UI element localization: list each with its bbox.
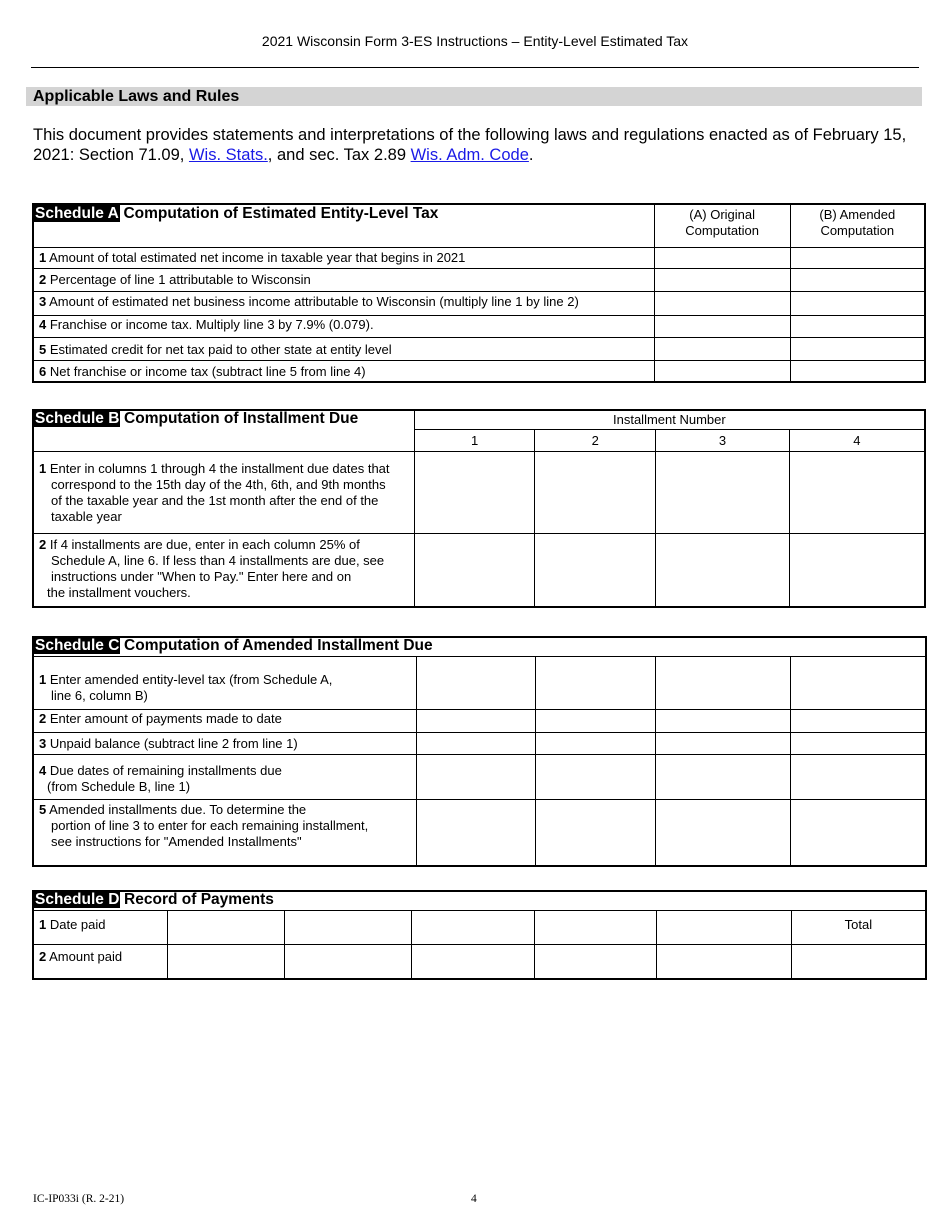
line-4-amended-field[interactable] [790,315,925,337]
line-label: Enter amount of payments made to date [49,710,282,726]
line-number: 4 [39,316,47,332]
due-date-field-2[interactable] [536,754,656,799]
line-4-original-field[interactable] [654,315,790,337]
line-number: 2 [39,271,47,287]
due-date-field-3[interactable] [656,754,791,799]
schedule-c-title-cell [33,637,926,656]
intro-paragraph [33,125,918,165]
line-label: Amount of total estimated net income in taxable year that begins in 2021 [49,249,466,265]
line-label: Date paid [49,916,106,932]
line-text: correspond to the 15th day of the 4th, 6th, and 9th months [51,476,386,492]
line-label: Franchise or income tax. Multiply line 3 by 7.9% (0.079). [49,316,374,332]
payments-made-field-3[interactable] [656,709,791,732]
line-5-original-field[interactable] [654,337,790,360]
line-text: Enter amended entity-level tax (from Schedule A, [49,671,333,687]
line-number: 2 [39,948,47,964]
schedule-b-line-1-label [33,451,414,533]
line-number: 1 [39,249,47,265]
schedule-a-title: Computation of Estimated Entity-Level Tax [123,205,439,222]
table-row [33,315,925,337]
unpaid-balance-field-4[interactable] [790,732,926,754]
line-1-original-field[interactable] [654,247,790,268]
schedule-c-table [32,636,927,867]
line-number: 1 [39,671,47,687]
line-text: see instructions for "Amended Installments" [51,833,302,849]
line-3-amended-field[interactable] [790,291,925,315]
amount-paid-total-field[interactable] [791,944,926,979]
line-number: 2 [39,536,47,552]
installment-column-4: 4 [789,429,925,451]
table-row [33,360,925,382]
table-row [33,656,926,709]
schedule-b-title-cell [33,410,414,451]
line-5-amended-field[interactable] [790,337,925,360]
amount-paid-field-4[interactable] [535,944,657,979]
unpaid-balance-field-2[interactable] [536,732,656,754]
line-2-original-field[interactable] [654,268,790,291]
line-text: portion of line 3 to enter for each remaining installment, [51,817,369,833]
table-row [33,799,926,866]
schedule-d-table [32,890,927,980]
line-number: 3 [39,293,47,309]
line-text: of the taxable year and the 1st month after the end of the [51,492,379,508]
line-6-amended-field[interactable] [790,360,925,382]
intro-text: . [528,146,534,164]
column-b-header: (B) Amended Computation [790,204,925,247]
amount-paid-field-5[interactable] [657,944,792,979]
schedule-c-title: Computation of Amended Installment Due [124,637,433,654]
table-row [33,910,926,944]
amended-installment-field-3[interactable] [656,799,791,866]
schedule-a-title-cell [33,204,654,247]
schedule-d-title: Record of Payments [124,891,274,908]
table-row [33,337,925,360]
amended-tax-field-4[interactable] [790,656,926,709]
document-header: 2021 Wisconsin Form 3-ES Instructions – Entity-Level Estimated Tax [261,33,689,49]
due-date-field-4[interactable] [790,754,926,799]
line-text: line 6, column B) [51,687,148,703]
amount-paid-field-2[interactable] [284,944,411,979]
schedule-b-title: Computation of Installment Due [124,410,359,427]
due-date-field-3[interactable] [656,451,790,533]
line-text: Amended installments due. To determine the [49,801,307,817]
table-row [33,754,926,799]
table-row [33,451,925,533]
line-number: 3 [39,735,47,751]
installment-number-header: Installment Number [414,410,925,429]
line-number: 5 [39,341,47,357]
table-row [33,709,926,732]
line-label: Net franchise or income tax (subtract line 5 from line 4) [49,363,366,379]
line-number: 2 [39,710,47,726]
line-text: If 4 installments are due, enter in each column 25% of [49,536,360,552]
date-paid-field-1[interactable] [168,910,285,944]
line-2-amended-field[interactable] [790,268,925,291]
form-identifier: IC-IP033i (R. 2-21) [33,1193,125,1205]
payments-made-field-2[interactable] [536,709,656,732]
table-row [33,944,926,979]
line-6-original-field[interactable] [654,360,790,382]
line-text: Enter in columns 1 through 4 the installment due dates that [49,460,390,476]
page-number: 4 [471,1193,477,1205]
line-number: 1 [39,460,47,476]
schedule-d-tag: Schedule D [35,891,120,908]
schedule-b-table [32,409,926,608]
wis-stats-link[interactable]: Wis. Stats. [188,146,268,164]
amount-paid-field-3[interactable] [411,944,535,979]
installment-amount-field-4[interactable] [789,533,925,607]
schedule-b-tag: Schedule B [35,410,120,427]
schedule-c-line-1-label [33,656,416,709]
section-heading: Applicable Laws and Rules [26,87,922,106]
line-text: (from Schedule B, line 1) [47,778,191,794]
table-row [33,732,926,754]
installment-amount-field-3[interactable] [656,533,790,607]
schedule-c-line-5-label [33,799,416,866]
line-text: instructions under "When to Pay." Enter here and on [51,568,352,584]
line-label: Percentage of line 1 attributable to Wisconsin [49,271,311,287]
installment-column-1: 1 [414,429,535,451]
amended-tax-field-1[interactable] [416,656,536,709]
table-row [33,291,925,315]
line-text: Due dates of remaining installments due [49,762,282,778]
date-paid-field-2[interactable] [284,910,411,944]
table-row [33,268,925,291]
amended-tax-field-3[interactable] [656,656,791,709]
line-number: 5 [39,801,47,817]
column-a-header: (A) Original Computation [654,204,790,247]
amended-tax-field-2[interactable] [536,656,656,709]
unpaid-balance-field-1[interactable] [416,732,536,754]
due-date-field-4[interactable] [789,451,925,533]
schedule-c-line-4-label [33,754,416,799]
due-date-field-1[interactable] [416,754,536,799]
line-1-amended-field[interactable] [790,247,925,268]
amended-installment-field-1[interactable] [416,799,536,866]
table-row [33,533,925,607]
schedule-a-tag: Schedule A [35,205,119,222]
schedule-c-tag: Schedule C [35,637,120,654]
schedule-d-title-cell [33,891,926,910]
line-label: Amount of estimated net business income attributable to Wisconsin (multiply line 1 by line 2) [49,293,579,309]
date-paid-field-4[interactable] [535,910,657,944]
installment-column-3: 3 [656,429,790,451]
schedule-b-line-2-label [33,533,414,607]
intro-text: , and sec. Tax 2.89 [267,146,411,164]
wis-adm-code-link[interactable]: Wis. Adm. Code [410,146,529,164]
line-label: Amount paid [49,948,123,964]
line-text: taxable year [51,508,122,524]
line-3-original-field[interactable] [654,291,790,315]
line-label: Unpaid balance (subtract line 2 from line 1) [49,735,298,751]
intro-text: This document provides statements and interpretations of the following laws and regulations enacted as of February 15, 2021: Section 71.09, [33,126,907,164]
line-number: 4 [39,762,47,778]
due-date-field-2[interactable] [535,451,656,533]
header-divider [31,67,919,68]
payments-made-field-1[interactable] [416,709,536,732]
amended-installment-field-4[interactable] [790,799,926,866]
installment-amount-field-2[interactable] [535,533,656,607]
line-text: Schedule A, line 6. If less than 4 installments are due, see [51,552,385,568]
total-column-header: Total [791,910,926,944]
due-date-field-1[interactable] [414,451,535,533]
unpaid-balance-field-3[interactable] [656,732,791,754]
date-paid-field-3[interactable] [411,910,535,944]
amount-paid-field-1[interactable] [168,944,285,979]
payments-made-field-4[interactable] [790,709,926,732]
date-paid-field-5[interactable] [657,910,792,944]
schedule-a-table [32,203,926,383]
installment-column-2: 2 [535,429,656,451]
line-number: 6 [39,363,47,379]
line-text: the installment vouchers. [47,584,191,600]
table-row [33,247,925,268]
line-number: 1 [39,916,47,932]
line-label: Estimated credit for net tax paid to other state at entity level [49,341,392,357]
installment-amount-field-1[interactable] [414,533,535,607]
amended-installment-field-2[interactable] [536,799,656,866]
